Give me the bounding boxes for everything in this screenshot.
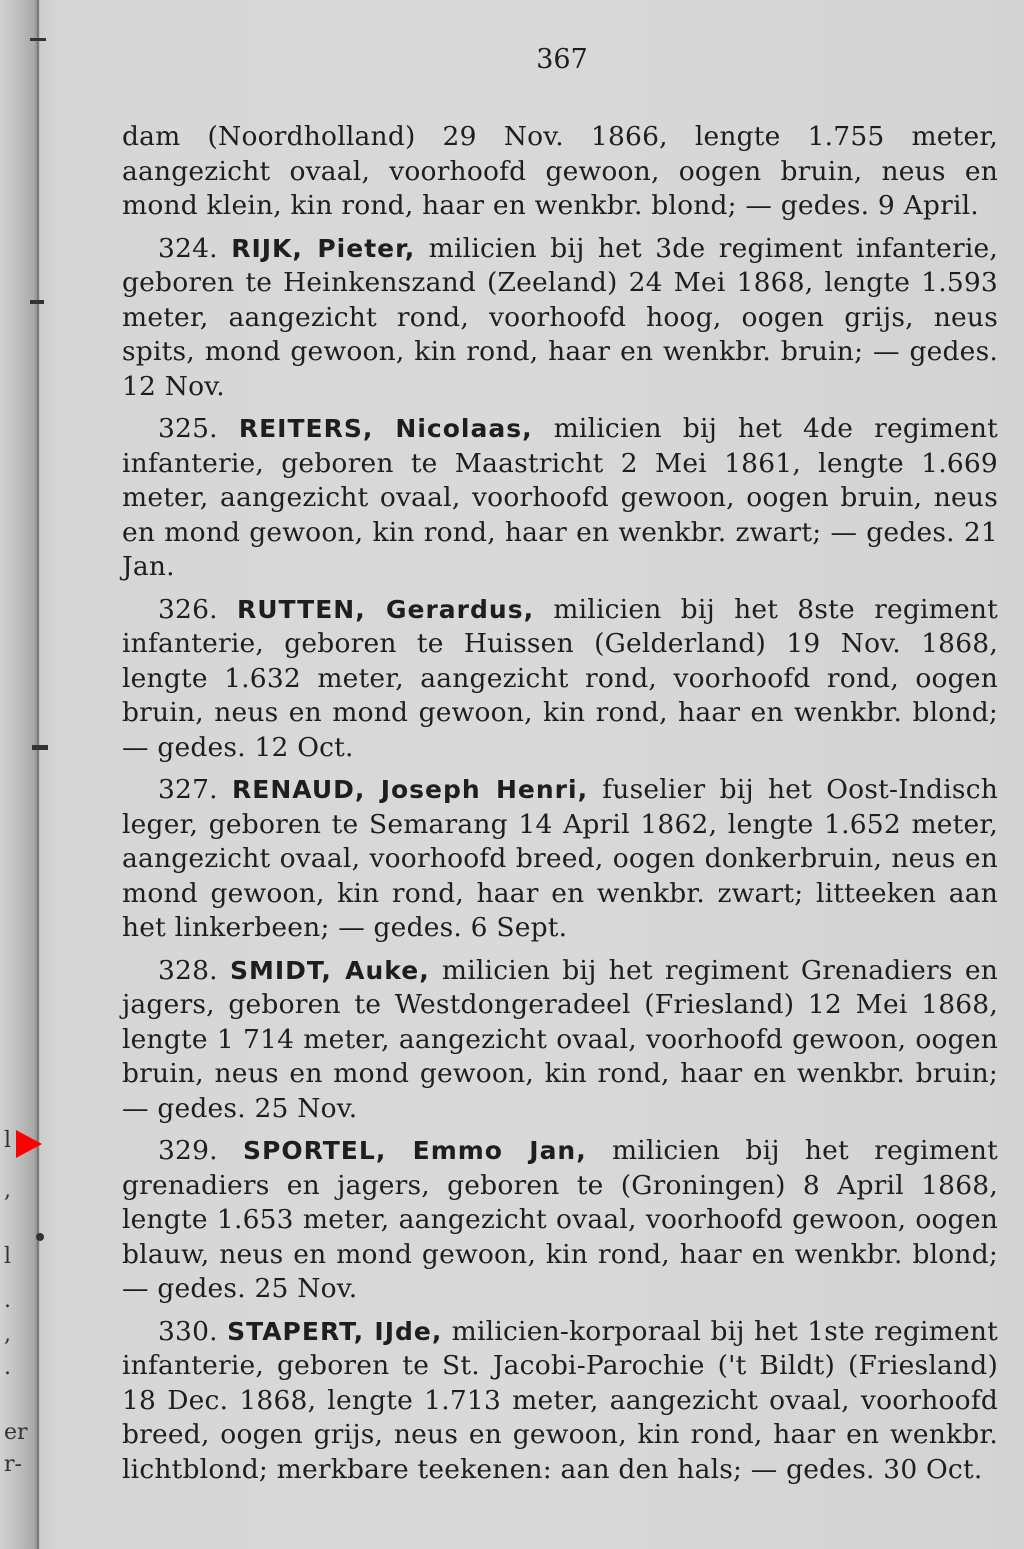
entry-name: RUTTEN, Gerardus, (237, 594, 535, 624)
entry-name: RIJK, Pieter, (231, 233, 416, 263)
entry-text: milicien bij het 4de regiment infanterie, geboren te Maastricht 2 Mei 1861, lengte 1.669 meter, aangezicht ovaal, voorhoofd gewoon, oogen bruin, neus en mond gewoon, kin rond, haar en wenkbr. zwart; — gedes. 21 Jan. (122, 413, 999, 582)
gutter-fragment: , (4, 1178, 11, 1203)
page-number: 367 (536, 44, 588, 75)
entry-329 (122, 1134, 998, 1307)
entry-text: milicien bij het regiment Grenadiers en jagers, geboren te Westdongeradeel (Friesland) 12 Mei 1868, lengte 1 714 meter, aangezicht ovaal, voorhoofd gewoon, oogen bruin, neus en mond gewoon, kin rond, haar en wenkbr. bruin; — gedes. 25 Nov. (122, 954, 999, 1124)
entry-name: RENAUD, Joseph Henri, (232, 775, 589, 804)
continuation-paragraph: dam (Noordholland) 29 Nov. 1866, lengte 1.755 meter, aangezicht ovaal, voorhoofd gewoon, oogen bruin, neus en mond klein, kin rond, haar en wenkbr. blond; — gedes. 9 April. (122, 121, 998, 221)
page-gutter (0, 0, 40, 1549)
entry-name: REITERS, Nicolaas, (238, 414, 533, 443)
entry-number: 325. (158, 413, 218, 444)
entry-328 (122, 954, 998, 1127)
binding-mark (32, 745, 48, 750)
gutter-fragment: . (4, 1355, 11, 1380)
entry-325 (122, 412, 998, 585)
gutter-fragment: er (4, 1420, 28, 1445)
page-body (122, 120, 998, 1487)
entry-text: milicien bij het regiment grenadiers en jagers, geboren te (Groningen) 8 April 1868, lengte 1.653 meter, aangezicht ovaal, voorhoofd gewoon, oogen blauw, neus en mond gewoon, kin rond, haar en wenkbr. blond; — gedes. 25 Nov. (122, 1135, 999, 1304)
entry-326 (122, 593, 998, 766)
gutter-fragment: l (4, 1244, 12, 1269)
gutter-fragment: , (4, 1322, 11, 1347)
entry-number: 330. (158, 1315, 218, 1347)
red-pointer-icon (16, 1130, 42, 1158)
entry-number: 326. (158, 593, 218, 625)
entry-number: 328. (158, 954, 218, 986)
binding-mark (36, 1233, 44, 1241)
binding-edge (37, 0, 39, 1549)
entry-324 (122, 232, 998, 405)
entry-327 (122, 773, 998, 946)
entry-text: fuselier bij het Oost-Indisch leger, geboren te Semarang 14 April 1862, lengte 1.652 meter, aangezicht ovaal, voorhoofd breed, oogen donkerbruin, neus en mond gewoon, kin rond, haar en wenkbr. zwart; litteeken aan het linkerbeen; — gedes. 6 Sept. (122, 774, 999, 943)
gutter-fragment: r- (4, 1452, 22, 1477)
entry-330 (122, 1315, 998, 1488)
gutter-fragment: . (4, 1288, 11, 1313)
entry-text: milicien-korporaal bij het 1ste regiment infanterie, geboren te St. Jacobi-Parochie ('t Bildt) (Friesland) 18 Dec. 1868, lengte 1.713 meter, aangezicht ovaal, voorhoofd breed, oogen grijs, neus en gewoon, kin rond, haar en wenkbr. lichtblond; merkbare teekenen: aan den hals; — gedes. 30 Oct. (122, 1315, 999, 1485)
binding-mark (30, 300, 44, 304)
binding-mark (30, 38, 46, 41)
entry-text: milicien bij het 8ste regiment infanterie, geboren te Huissen (Gelderland) 19 Nov. 1868, lengte 1.632 meter, aangezicht rond, voorhoofd rond, oogen bruin, neus en mond gewoon, kin rond, haar en wenkbr. blond; — gedes. 12 Oct. (122, 593, 998, 763)
entry-name: STAPERT, IJde, (227, 1316, 443, 1346)
entry-number: 329. (158, 1135, 218, 1166)
entry-number: 327. (158, 774, 218, 805)
gutter-fragment: l (4, 1128, 12, 1153)
entry-name: SMIDT, Auke, (229, 955, 430, 985)
entry-text: milicien bij het 3de regiment infanterie, geboren te Heinkenszand (Zeeland) 24 Mei 1868, lengte 1.593 meter, aangezicht rond, voorhoofd hoog, oogen grijs, neus spits, mond gewoon, kin rond, haar en wenkbr. bruin; — gedes. 12 Nov. (122, 232, 999, 402)
entry-number: 324. (158, 232, 218, 264)
entry-name: SPORTEL, Emmo Jan, (243, 1136, 587, 1165)
